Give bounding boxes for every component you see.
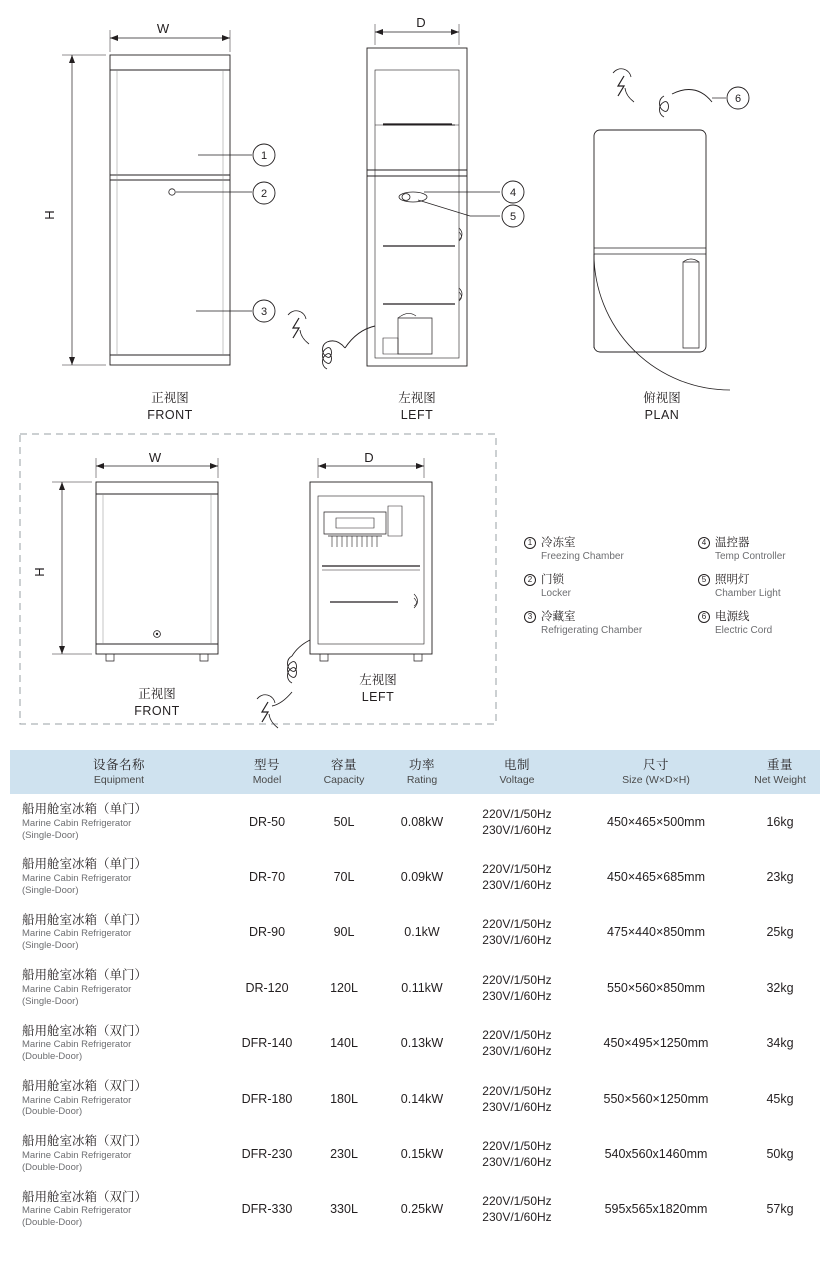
equipment-cn: 船用舱室冰箱（单门） xyxy=(22,802,148,816)
legend-label-cn: 门锁 xyxy=(541,574,564,586)
header-en: Voltage xyxy=(499,774,535,786)
header-cn: 电制 xyxy=(503,758,530,772)
callout-5: 5 xyxy=(509,211,517,223)
caption-left-lower-en: LEFT xyxy=(361,689,395,704)
cell-voltage xyxy=(462,1182,572,1237)
caption-plan-upper xyxy=(582,390,742,424)
header-en: Rating xyxy=(406,774,438,786)
caption-left-lower-cn: 左视图 xyxy=(359,673,397,687)
legend-label-cn: 电源线 xyxy=(715,611,750,623)
table-row xyxy=(10,1016,820,1071)
cell-model: DR-50 xyxy=(248,814,286,829)
legend-label-cn: 照明灯 xyxy=(715,574,750,586)
voltage-line-1: 220V/1/50Hz xyxy=(482,1083,552,1098)
voltage-line-1: 220V/1/50Hz xyxy=(482,972,552,987)
cell-voltage xyxy=(462,1071,572,1126)
legend-label-en: Chamber Light xyxy=(715,588,781,599)
caption-left-upper xyxy=(337,390,497,424)
legend-label-cn: 冷藏室 xyxy=(541,611,576,623)
legend-label-en: Locker xyxy=(541,588,572,599)
cell-size: 450×465×500mm xyxy=(607,814,705,829)
table-row xyxy=(10,1071,820,1126)
legend-label-en: Electric Cord xyxy=(715,625,773,636)
caption-plan-upper-cn: 俯视图 xyxy=(643,391,681,405)
table-header-capacity xyxy=(306,750,382,794)
legend-label-en: Temp Controller xyxy=(715,551,786,562)
cell-weight: 25kg xyxy=(766,925,794,940)
cell-rating: 0.25kW xyxy=(400,1202,444,1217)
caption-front-lower-cn: 正视图 xyxy=(138,687,176,701)
caption-front-lower xyxy=(77,686,237,720)
equipment-cn: 船用舱室冰箱（单门） xyxy=(22,912,148,927)
cell-equipment xyxy=(10,1182,228,1237)
legend-label-cn: 冷冻室 xyxy=(541,537,576,549)
front-view-lower xyxy=(52,458,218,661)
table-row xyxy=(10,1126,820,1181)
table-row xyxy=(10,794,820,849)
header-en: Net Weight xyxy=(754,774,806,786)
dim-label-w-upper: W xyxy=(156,21,170,36)
cell-model: DR-120 xyxy=(245,980,289,995)
cell-rating: 0.13kW xyxy=(400,1036,444,1051)
voltage-line-2: 230V/1/60Hz xyxy=(482,1210,552,1225)
cell-rating: 0.08kW xyxy=(400,814,444,829)
voltage-line-2: 230V/1/60Hz xyxy=(482,988,552,1003)
legend-column-left xyxy=(524,536,674,647)
cell-rating: 0.15kW xyxy=(400,1146,444,1161)
equipment-en: Marine Cabin Refrigerator xyxy=(22,1149,132,1161)
cell-capacity: 120L xyxy=(330,980,358,995)
specification-table xyxy=(10,750,820,1237)
cell-rating: 0.1kW xyxy=(404,925,440,940)
equipment-en: Marine Cabin Refrigerator xyxy=(22,1094,132,1106)
cell-weight: 50kg xyxy=(766,1146,794,1161)
cell-equipment xyxy=(10,905,228,960)
voltage-line-2: 230V/1/60Hz xyxy=(482,822,552,837)
cell-capacity: 90L xyxy=(333,925,355,940)
equipment-cn: 船用舱室冰箱（单门） xyxy=(22,968,148,983)
table-row xyxy=(10,1182,820,1237)
cell-model: DR-70 xyxy=(248,870,286,885)
legend-label-en: Refrigerating Chamber xyxy=(541,625,643,636)
callout-6: 6 xyxy=(734,93,742,105)
cell-voltage xyxy=(462,849,572,904)
caption-front-upper xyxy=(90,390,250,424)
equipment-en: Marine Cabin Refrigerator xyxy=(22,1205,132,1217)
table-header-voltage xyxy=(462,750,572,794)
legend-number-icon: 1 xyxy=(524,537,536,549)
dim-label-h-lower: H xyxy=(32,567,47,577)
cell-capacity: 330L xyxy=(330,1202,358,1217)
header-cn: 尺寸 xyxy=(642,758,669,772)
legend-number-icon: 4 xyxy=(698,537,710,549)
equipment-door-type: (Single-Door) xyxy=(22,995,79,1007)
voltage-line-2: 230V/1/60Hz xyxy=(482,933,552,948)
voltage-line-1: 220V/1/50Hz xyxy=(482,862,552,877)
caption-front-upper-cn: 正视图 xyxy=(151,391,189,405)
equipment-door-type: (Single-Door) xyxy=(22,884,79,896)
cell-equipment xyxy=(10,849,228,904)
header-en: Capacity xyxy=(323,774,365,786)
cell-capacity: 50L xyxy=(333,814,355,829)
legend-item-1 xyxy=(524,536,674,573)
legend-number-icon: 6 xyxy=(698,611,710,623)
cell-equipment xyxy=(10,1126,228,1181)
cell-weight: 45kg xyxy=(766,1091,794,1106)
front-view-upper xyxy=(62,30,275,365)
cell-size: 550×560×1250mm xyxy=(603,1091,709,1106)
cell-weight: 16kg xyxy=(766,814,794,829)
equipment-cn: 船用舱室冰箱（双门） xyxy=(22,1078,148,1093)
cell-rating: 0.09kW xyxy=(400,870,444,885)
equipment-door-type: (Double-Door) xyxy=(22,1106,83,1118)
voltage-line-1: 220V/1/50Hz xyxy=(482,917,552,932)
equipment-cn: 船用舱室冰箱（双门） xyxy=(22,1189,148,1204)
cell-capacity: 140L xyxy=(330,1036,358,1051)
caption-left-upper-en: LEFT xyxy=(400,407,434,422)
cell-voltage xyxy=(462,960,572,1015)
legend-label-en: Freezing Chamber xyxy=(541,551,624,562)
legend-item-2 xyxy=(524,573,674,610)
table-row xyxy=(10,905,820,960)
voltage-line-2: 230V/1/60Hz xyxy=(482,1044,552,1059)
cell-capacity: 230L xyxy=(330,1146,358,1161)
header-en: Size (W×D×H) xyxy=(622,774,690,786)
header-cn: 设备名称 xyxy=(92,758,145,772)
cell-size: 540x560x1460mm xyxy=(604,1146,708,1161)
cell-equipment xyxy=(10,1071,228,1126)
equipment-cn: 船用舱室冰箱（双门） xyxy=(22,1023,148,1038)
table-header-size xyxy=(572,750,740,794)
equipment-cn: 船用舱室冰箱（单门） xyxy=(22,857,148,872)
cell-equipment xyxy=(10,960,228,1015)
cell-size: 475×440×850mm xyxy=(607,925,705,940)
table-header-row xyxy=(10,750,820,794)
equipment-en: Marine Cabin Refrigerator xyxy=(22,817,132,829)
cell-size: 595x565x1820mm xyxy=(604,1202,708,1217)
cell-model: DFR-180 xyxy=(241,1091,293,1106)
legend-column-right xyxy=(698,536,830,647)
header-cn: 型号 xyxy=(253,758,280,772)
callout-1: 1 xyxy=(260,150,268,162)
equipment-cn: 船用舱室冰箱（双门） xyxy=(22,1134,148,1149)
voltage-line-1: 220V/1/50Hz xyxy=(482,806,552,821)
cell-rating: 0.14kW xyxy=(400,1091,444,1106)
dim-label-d-lower: D xyxy=(364,450,374,465)
cell-model: DFR-330 xyxy=(241,1202,293,1217)
legend-number-icon: 2 xyxy=(524,574,536,586)
callout-4: 4 xyxy=(509,187,517,199)
cell-equipment xyxy=(10,794,228,849)
table-header-equipment xyxy=(10,750,228,794)
cell-weight: 57kg xyxy=(766,1202,794,1217)
cell-voltage xyxy=(462,1126,572,1181)
equipment-door-type: (Double-Door) xyxy=(22,1217,83,1229)
dim-label-w-lower: W xyxy=(148,450,162,465)
callout-3: 3 xyxy=(260,306,268,318)
callout-2: 2 xyxy=(260,188,268,200)
caption-left-upper-cn: 左视图 xyxy=(398,391,436,405)
caption-front-upper-en: FRONT xyxy=(147,407,193,422)
legend-item-3 xyxy=(524,610,674,647)
cell-model: DFR-230 xyxy=(241,1146,293,1161)
cell-weight: 32kg xyxy=(766,980,794,995)
voltage-line-1: 220V/1/50Hz xyxy=(482,1028,552,1043)
caption-front-lower-en: FRONT xyxy=(134,703,180,718)
voltage-line-1: 220V/1/50Hz xyxy=(482,1138,552,1153)
cell-equipment xyxy=(10,1016,228,1071)
table-header-model xyxy=(228,750,306,794)
cell-weight: 23kg xyxy=(766,870,794,885)
legend-item-6 xyxy=(698,610,830,647)
cell-size: 550×560×850mm xyxy=(607,980,705,995)
cell-voltage xyxy=(462,1016,572,1071)
caption-left-lower xyxy=(298,672,458,706)
table-row xyxy=(10,960,820,1015)
equipment-door-type: (Single-Door) xyxy=(22,829,79,841)
table-row xyxy=(10,849,820,904)
header-cn: 容量 xyxy=(330,758,357,772)
equipment-en: Marine Cabin Refrigerator xyxy=(22,1039,132,1051)
cell-size: 450×495×1250mm xyxy=(603,1036,709,1051)
header-en: Model xyxy=(252,774,282,786)
table-header-weight xyxy=(740,750,820,794)
voltage-line-2: 230V/1/60Hz xyxy=(482,1154,552,1169)
header-cn: 重量 xyxy=(766,758,793,772)
cell-capacity: 70L xyxy=(333,870,355,885)
equipment-door-type: (Single-Door) xyxy=(22,940,79,952)
cell-rating: 0.11kW xyxy=(401,980,443,995)
dim-label-d-upper: D xyxy=(416,15,426,30)
equipment-door-type: (Double-Door) xyxy=(22,1161,83,1173)
equipment-en: Marine Cabin Refrigerator xyxy=(22,873,132,884)
cell-model: DR-90 xyxy=(248,925,286,940)
equipment-en: Marine Cabin Refrigerator xyxy=(22,983,132,995)
plan-view-upper xyxy=(594,69,749,390)
cell-model: DFR-140 xyxy=(241,1036,293,1051)
left-view-upper xyxy=(288,24,524,369)
caption-plan-upper-en: PLAN xyxy=(644,407,680,422)
table-header-rating xyxy=(382,750,462,794)
cell-size: 450×465×685mm xyxy=(607,870,705,885)
voltage-line-1: 220V/1/50Hz xyxy=(482,1194,552,1209)
dim-label-h-upper: H xyxy=(42,210,57,220)
voltage-line-2: 230V/1/60Hz xyxy=(482,878,552,893)
legend-number-icon: 5 xyxy=(698,574,710,586)
voltage-line-2: 230V/1/60Hz xyxy=(482,1099,552,1114)
legend-label-cn: 温控器 xyxy=(715,537,750,549)
legend-item-5 xyxy=(698,573,830,610)
header-en: Equipment xyxy=(93,774,145,786)
cell-voltage xyxy=(462,905,572,960)
equipment-door-type: (Double-Door) xyxy=(22,1051,83,1062)
equipment-en: Marine Cabin Refrigerator xyxy=(22,928,132,940)
legend-item-4 xyxy=(698,536,830,573)
legend-number-icon: 3 xyxy=(524,611,536,623)
cell-capacity: 180L xyxy=(330,1091,358,1106)
cell-voltage xyxy=(462,794,572,849)
header-cn: 功率 xyxy=(408,758,435,772)
cell-weight: 34kg xyxy=(766,1036,794,1051)
